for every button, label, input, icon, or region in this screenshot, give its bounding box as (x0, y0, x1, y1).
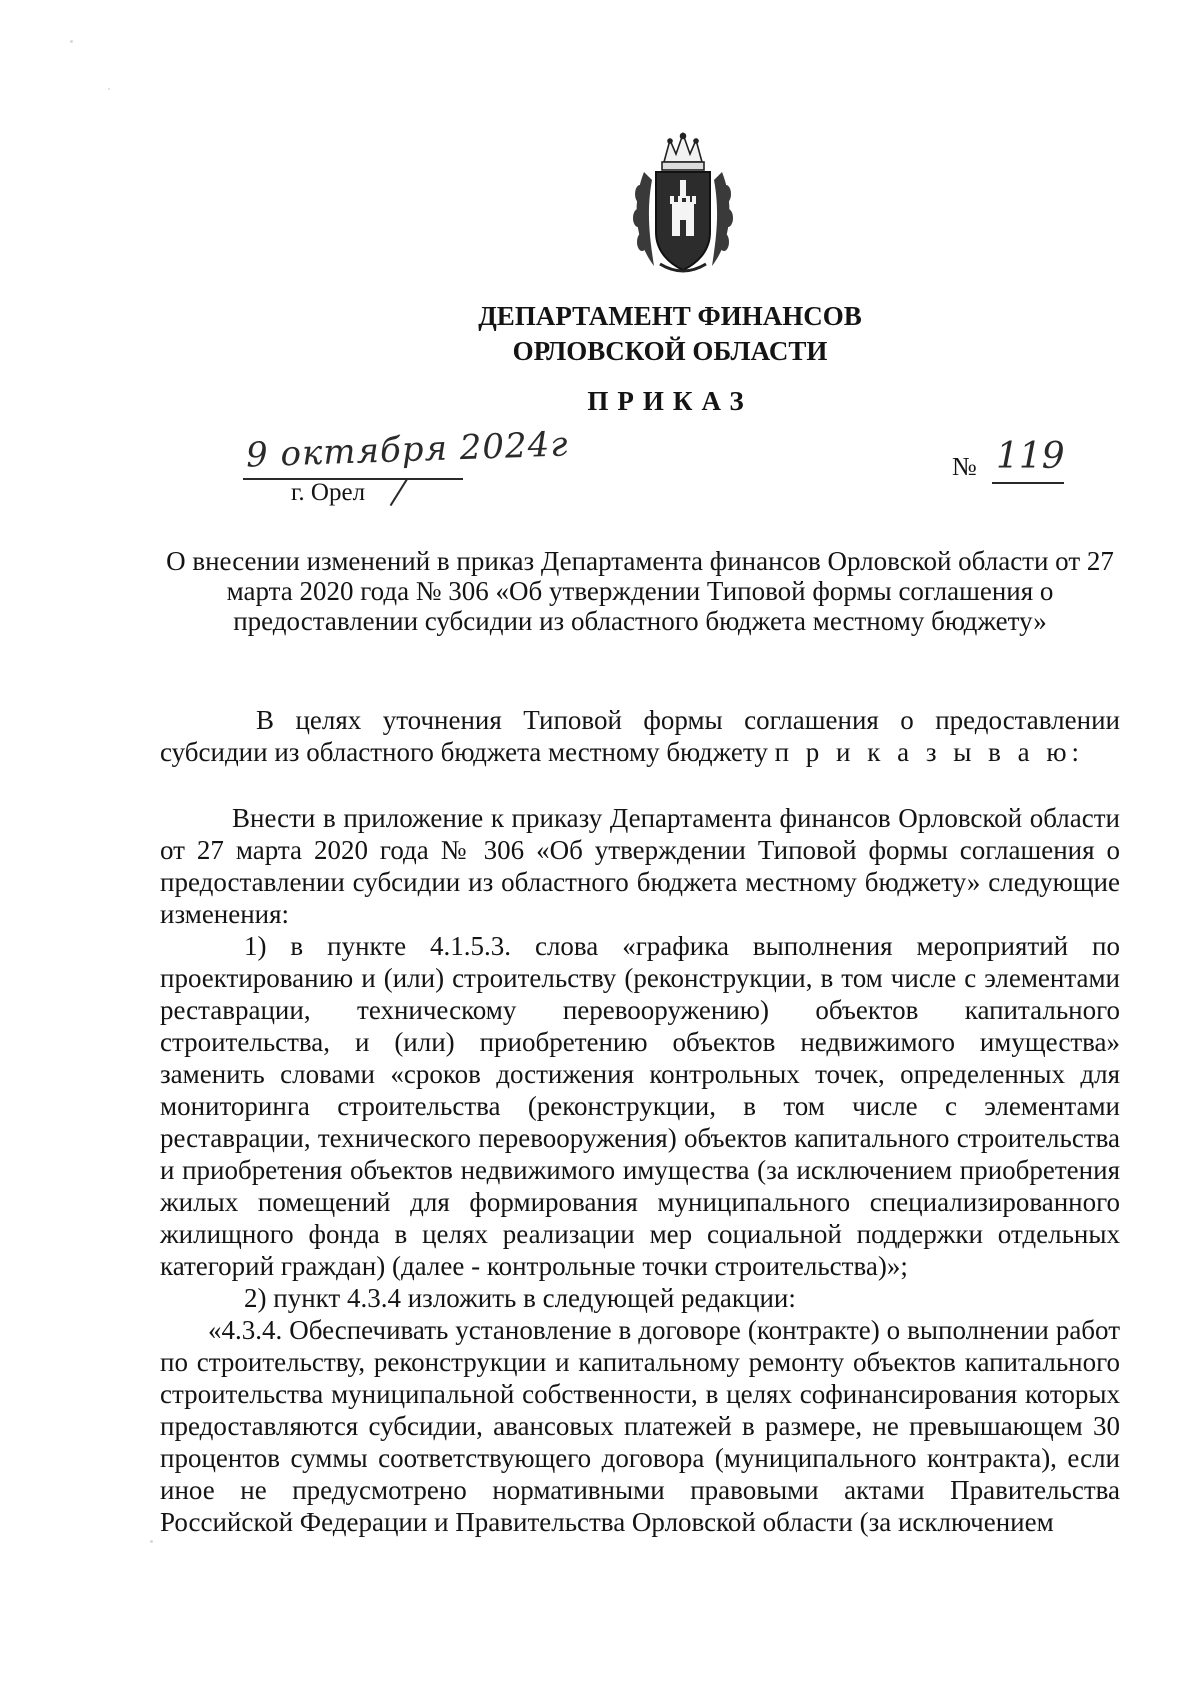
organization-name-line2: ОРЛОВСКОЙ ОБЛАСТИ (512, 336, 828, 366)
handwritten-date: 9 октября 2024г (245, 424, 570, 476)
document-type-heading: ПРИКАЗ (587, 386, 753, 416)
preamble-command: п р и к а з ы в а ю: (774, 737, 1085, 767)
lead-paragraph: Внести в приложение к приказу Департамента финансов Орловской области от 27 марта 2020 года № 306 «Об утверждении Типовой формы соглашения о предоставлении субсидии из областного бюджета местному бюджету» следующие изменения: (160, 803, 1120, 929)
coat-of-arms-icon (626, 132, 740, 282)
amendment-item-2-quote: «4.3.4. Обеспечивать установление в договоре (контракте) о выполнении работ по строительству, реконструкции и капитальному ремонту объектов капитального строительства муниципальной собственности, в целях софинансирования которых предоставляются субсидии, авансовых платежей в размере, не превышающем 30 процентов суммы соответствующего договора (муниципального контракта), если иное не предусмотрено нормативными правовыми актами Правительства Российской Федерации и Правительства Орловской области (за исключением (160, 1315, 1120, 1537)
scan-noise (108, 88, 110, 90)
city-label: г. Орел (291, 479, 366, 506)
preamble-paragraph (160, 704, 1120, 768)
amendment-item-2: 2) пункт 4.3.4 изложить в следующей редакции: (244, 1283, 796, 1313)
scan-noise (150, 1540, 153, 1543)
amendment-item-1: 1) в пункте 4.1.5.3. слова «графика выполнения мероприятий по проектированию и (или) строительству (реконструкции, в том числе с элементами реставрации, техническому перевооружению) объектов капитального строительства, и (или) приобретению объектов недвижимого имущества» заменить словами «сроков достижения контрольных точек, определенных для мониторинга строительства (реконструкции, в том числе с элементами реставрации, технического перевооружения) объектов капитального строительства и приобретения объектов недвижимого имущества (за исключением приобретения жилых помещений для формирования муниципального специализированного жилищного фонда в целях реализации мер социальной поддержки отдельных категорий граждан) (далее - контрольные точки строительства)»; (160, 931, 1120, 1281)
number-label: № (952, 452, 977, 481)
document-title: О внесении изменений в приказ Департамента финансов Орловской области от 27 марта 2020 года № 306 «Об утверждении Типовой формы соглашения о предоставлении субсидии из областного бюджета местному бюджету» (166, 546, 1114, 636)
scan-noise (70, 40, 73, 43)
handwritten-number: 119 (996, 436, 1065, 477)
date-tick-mark (390, 478, 409, 506)
preamble-text: В целях уточнения Типовой формы соглашения о предоставлении субсидии из областного бюджета местному бюджету (160, 705, 1120, 767)
document-body (160, 704, 1120, 1538)
organization-name-line1: ДЕПАРТАМЕНТ ФИНАНСОВ (478, 301, 862, 331)
number-underline (992, 482, 1064, 484)
